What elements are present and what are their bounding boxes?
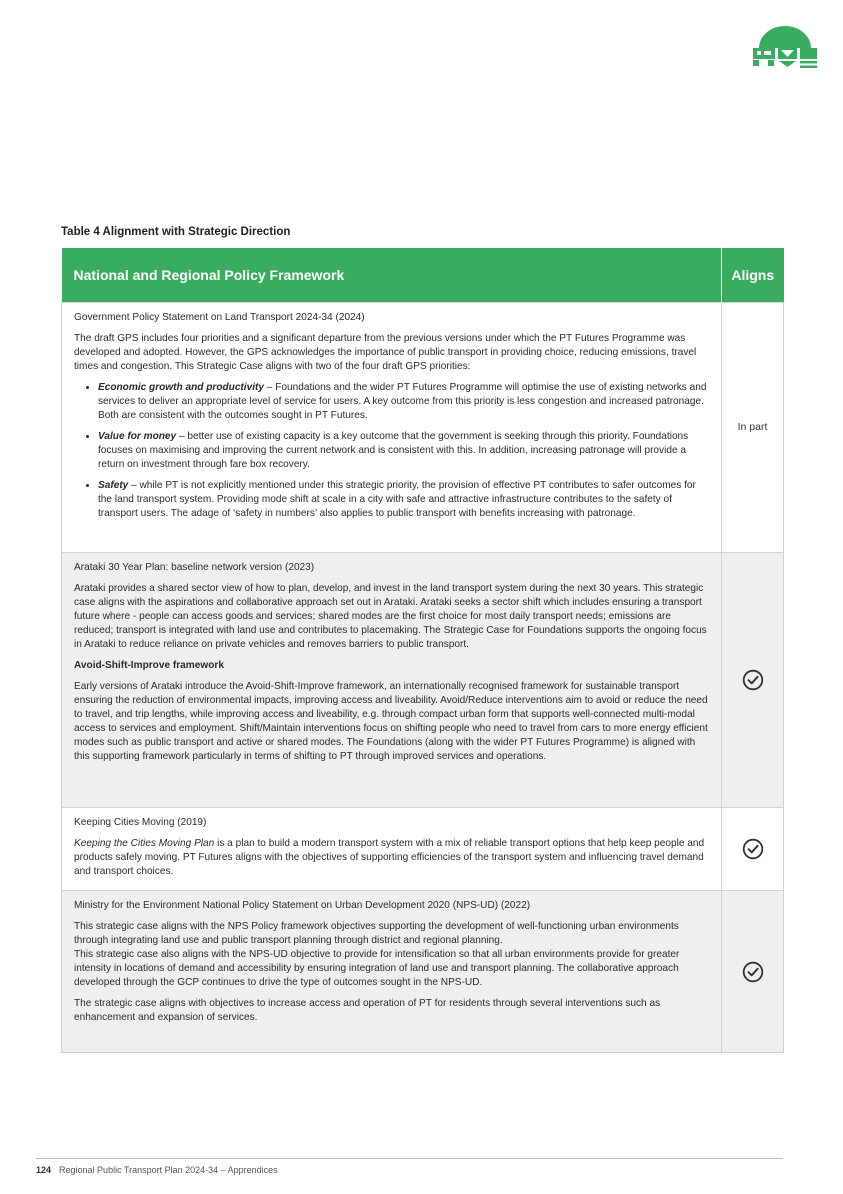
row-paragraph: Arataki provides a shared sector view of how to plan, develop, and invest in the land transport system during the next 30 years. This strategic case aligns with the aspirations and collaborative approach set out in Arataki. Arataki seeks a sector shift which includes ensuring a transport future where - people can access goods and services; shared modes are the first choice for most daily transport needs; emissions are reduced; transport is integrated with land use and contributes to placemaking. The Strategic Case for Foundations supports the ongoing focus in Arataki to reduce reliance on private vehicles and removes barriers to public transport. xyxy=(74,583,707,650)
table-row xyxy=(62,808,784,891)
table-row xyxy=(62,553,784,808)
page-footer xyxy=(36,1165,278,1175)
footer-text: Regional Public Transport Plan 2024-34 – Apprendices xyxy=(59,1165,278,1175)
table-caption: Table 4 Alignment with Strategic Direction xyxy=(61,226,291,238)
row-paragraph: The draft GPS includes four priorities and a significant departure from the previous versions under which the PT Futures Programme was developed and adopted. However, the GPS acknowledges the importance of public transport in providing choice, reducing emissions, travel times and congestion. This Strategic Case aligns with two of the four draft GPS priorities: xyxy=(74,333,697,372)
list-item xyxy=(98,479,709,521)
table-header-row xyxy=(62,248,784,303)
row-paragraph: The strategic case aligns with objectives to increase access and operation of PT for residents through several interventions such as enhancement and expansion of services. xyxy=(74,998,661,1023)
aligns-column-header: Aligns xyxy=(722,248,784,303)
row-title: Ministry for the Environment National Policy Statement on Urban Development 2020 (NPS-UD) (2022) xyxy=(74,900,531,911)
check-circle-icon xyxy=(742,838,764,860)
row-paragraph xyxy=(74,920,709,990)
framework-cell xyxy=(62,303,722,553)
list-item xyxy=(98,381,709,423)
row-paragraph: Early versions of Arataki introduce the Avoid-Shift-Improve framework, an internationally recognised framework for sustainable transport ensuring the reduction of environmental impacts, improving access and liveability. Avoid/Reduce interventions aim to avoid or reduce the need to travel, and trip lengths, while improving access and liveability, e.g. through compact urban form that supports well-connected multi-modal access to services and employment. Shift/Maintain interventions focus on shifting people who need to travel from cars to more energy efficient modes such as public transport and active or shared modes. The Foundations (along with the wider PT Futures Programme) is aligned with this supporting framework particularly in terms of shifting to PT through improved services and operations. xyxy=(74,681,708,762)
alignment-table xyxy=(61,248,784,1053)
footer-divider xyxy=(36,1158,783,1159)
framework-cell xyxy=(62,808,722,891)
framework-cell xyxy=(62,553,722,808)
table-row xyxy=(62,891,784,1053)
aligns-cell xyxy=(722,808,784,891)
row-subheading: Avoid-Shift-Improve framework xyxy=(74,660,224,671)
table-row xyxy=(62,303,784,553)
check-circle-icon xyxy=(742,961,764,983)
page-number: 124 xyxy=(36,1165,52,1175)
row-title: Government Policy Statement on Land Transport 2024-34 (2024) xyxy=(74,312,365,323)
plan-description: is a plan to build a modern transport system with a mix of reliable transport options that help keep people and products safely moving. PT Futures aligns with the objectives of supporting efficiencies of the transport system and influencing travel demand and transport choices. xyxy=(74,838,705,877)
transport-logo-icon xyxy=(752,26,818,70)
priority-list xyxy=(74,381,709,521)
aligns-cell xyxy=(722,891,784,1053)
bullet-text: – Foundations and the wider PT Futures Programme will optimise the use of existing networks and services to deliver an appropriate level of service for users. A key outcome from this priority is less congestion and increased patronage. Both are consistent with the outcomes sought in PT Futures. xyxy=(98,382,707,421)
framework-cell xyxy=(62,891,722,1053)
plan-name: Keeping the Cities Moving Plan xyxy=(74,838,215,849)
paragraph-line: This strategic case aligns with the NPS Policy framework objectives supporting the development of well-functioning urban environments through integrating land use and public transport planning through district and regional planning. xyxy=(74,921,679,946)
alignment-status: In part xyxy=(737,421,768,433)
row-title: Arataki 30 Year Plan: baseline network version (2023) xyxy=(74,562,315,573)
bullet-term: Economic growth and productivity xyxy=(98,382,264,393)
bullet-term: Value for money xyxy=(98,431,177,442)
check-circle-icon xyxy=(742,669,764,691)
bullet-text: – while PT is not explicitly mentioned under this strategic priority, the provision of effective PT contributes to safer outcomes for the land transport system. Providing mode shift at scale in a city with safe and attractive infrastructure contributes to the safety of transport users. The adage of ‘safety in numbers’ also applies to public transport with benefits increasing with patronage. xyxy=(98,480,696,519)
bullet-term: Safety xyxy=(98,480,129,491)
paragraph-line: This strategic case also aligns with the NPS-UD objective to provide for intensification so that all urban environments provide for greater intensity in locations of demand and accessibility by ensuring integration of land use and transport planning. The collaborative approach developed through the GCP continues to drive the type of outcomes sought in the NPS-UD. xyxy=(74,949,680,988)
framework-column-header: National and Regional Policy Framework xyxy=(62,248,722,303)
aligns-cell xyxy=(722,553,784,808)
row-title: Keeping Cities Moving (2019) xyxy=(74,817,207,828)
bullet-text: – better use of existing capacity is a key outcome that the government is seeking through this priority. Foundations focuses on maximising and improving the current network and is consistent with this. In addition, increasing patronage will provide a return on investment through fare box recovery. xyxy=(98,431,689,470)
aligns-cell xyxy=(722,303,784,553)
list-item xyxy=(98,430,709,472)
row-paragraph xyxy=(74,837,709,879)
